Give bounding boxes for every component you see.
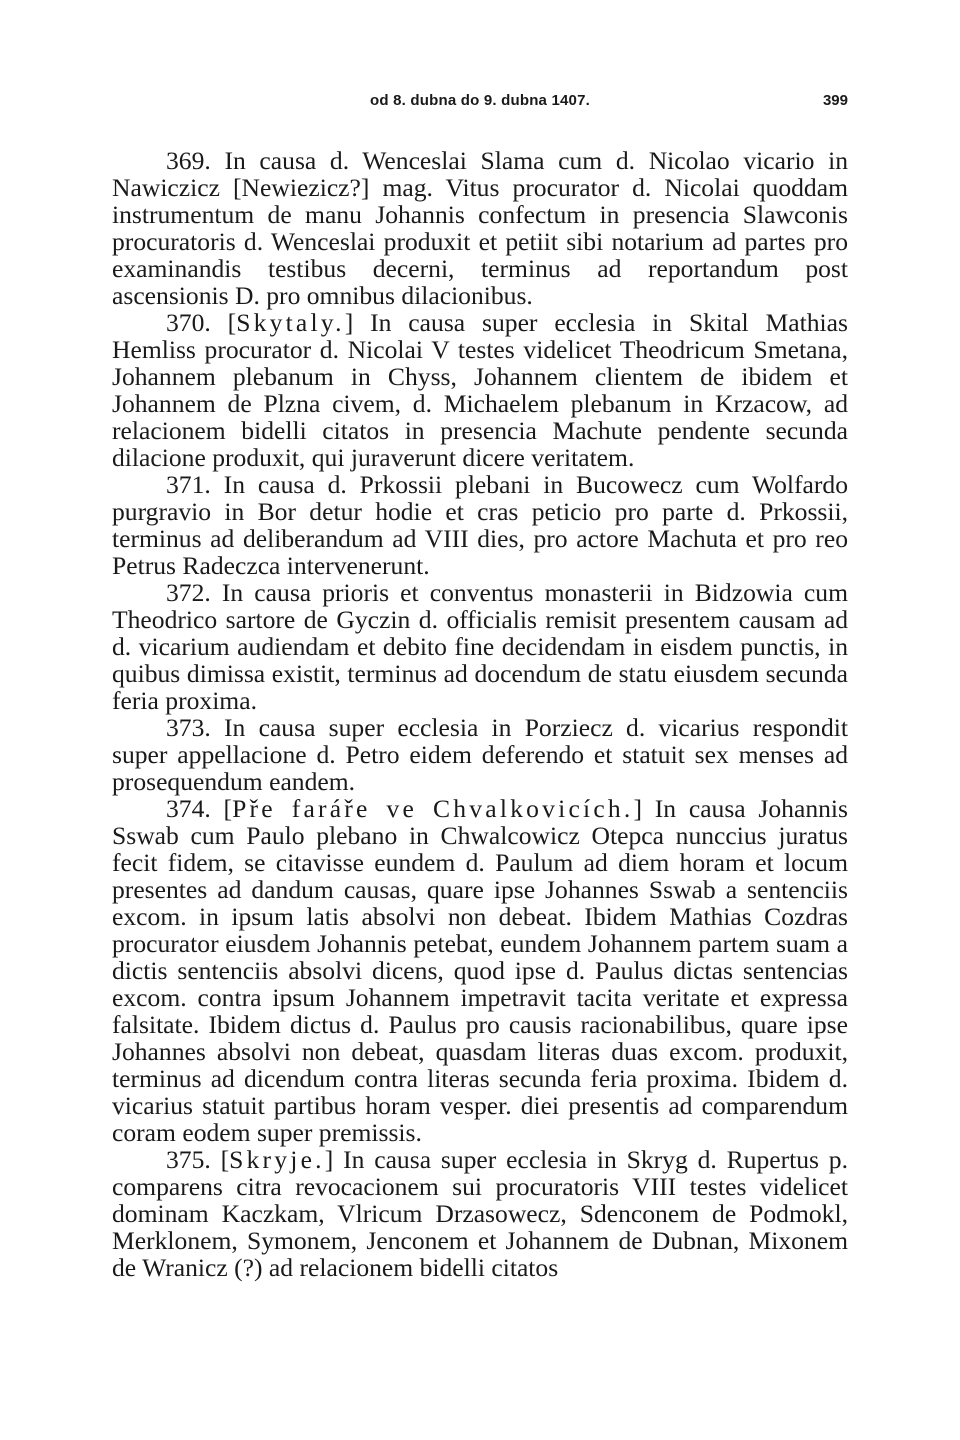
entry-375 [112, 1146, 848, 1281]
body-text [112, 147, 848, 1281]
entry-heading: Skytaly. [236, 308, 345, 337]
entry-heading: Skryje. [229, 1145, 325, 1174]
entry-374 [112, 795, 848, 1146]
entry-373 [112, 714, 848, 795]
running-head: od 8. dubna do 9. dubna 1407. [370, 92, 590, 109]
entry-372 [112, 579, 848, 714]
entry-text: ] In causa super ecclesia in Skryg d. Rupertus p. comparens citra revocacionem sui procuratoris VIII testes videlicet dominam Kaczkam, Vlricum Drzasowecz, Sdenconem de Podmokl, Merklonem, Symonem, Jenconem et Johannem de Dubnan, Mixonem de Wranicz (?) ad relacionem bidelli citatos [112, 1145, 848, 1282]
page-number: 399 [822, 92, 848, 109]
entry-number: 375. [ [166, 1145, 230, 1174]
entry-heading: Pře faráře ve Chvalkovicích. [232, 794, 634, 823]
entry-number: 370. [ [166, 308, 237, 337]
entry-number: 374. [ [166, 794, 233, 823]
entry-text: 373. In causa super ecclesia in Porziecz d. vicarius respondit super appellacione d. Petro eidem deferendo et statuit sex menses ad prosequendum eandem. [112, 713, 848, 796]
entry-371 [112, 471, 848, 579]
entry-text: ] In causa Johannis Sswab cum Paulo plebano in Chwalcowicz Otepca nunccius juratus fecit fidem, se citavisse eundem d. Paulum ad diem horam et locum presentes ad dandum causas, quare ipse Johannes Sswab a sentenciis excom. in ipsum latis absolvi non debeat. Ibidem Mathias Cozdras procurator eiusdem Johannis petebat, eundem Johannem partem suam a dictis sentenciis absolvi dicens, quod ipse d. Paulus dictas sentencias excom. contra ipsum Johannem impetravit tacita veritate et expressa falsitate. Ibidem dictus d. Paulus pro causis racionabilibus, quare ipse Johannes absolvi non debeat, quasdam literas duas excom. produxit, terminus ad dicendum contra literas secunda feria proxima. Ibidem d. vicarius statuit partibus horam vesper. diei presentis ad comparendum coram eodem super premissis. [112, 794, 848, 1147]
entry-text: 371. In causa d. Prkossii plebani in Bucowecz cum Wolfardo purgravio in Bor detur hodie et cras peticio pro parte d. Prkossii, terminus ad deliberandum ad VIII dies, pro actore Machuta et pro reo Petrus Radeczca intervenerunt. [112, 470, 848, 580]
entry-369 [112, 147, 848, 309]
entry-text: ] In causa super ecclesia in Skital Mathias Hemliss procurator d. Nicolai V testes videlicet Theodricum Smetana, Johannem plebanum in Chyss, Johannem clientem de ibidem et Johannem de Plzna civem, d. Michaelem plebanum in Krzacow, ad relacionem bidelli citatos in presencia Machute pendente secunda dilacione produxit, qui juraverunt dicere veritatem. [112, 308, 848, 472]
entry-text: 369. In causa d. Wenceslai Slama cum d. Nicolao vicario in Nawiczicz [Newiezicz?] mag. Vitus procurator d. Nicolai quoddam instrumentum de manu Johannis confectum in presencia Slawconis procuratoris d. Wenceslai produxit et petiit sibi notarium ad partes pro examinandis testibus decerni, terminus ad reportandum post ascensionis D. pro omnibus dilacionibus. [112, 146, 848, 310]
entry-text: 372. In causa prioris et conventus monasterii in Bidzowia cum Theodrico sartore de Gyczin d. officialis remisit presentem causam ad d. vicarium audiendam et debito fine decidendam in eisdem punctis, in quibus dimissa existit, terminus ad docendum de statu eiusdem secunda feria proxima. [112, 578, 848, 715]
entry-370 [112, 309, 848, 471]
